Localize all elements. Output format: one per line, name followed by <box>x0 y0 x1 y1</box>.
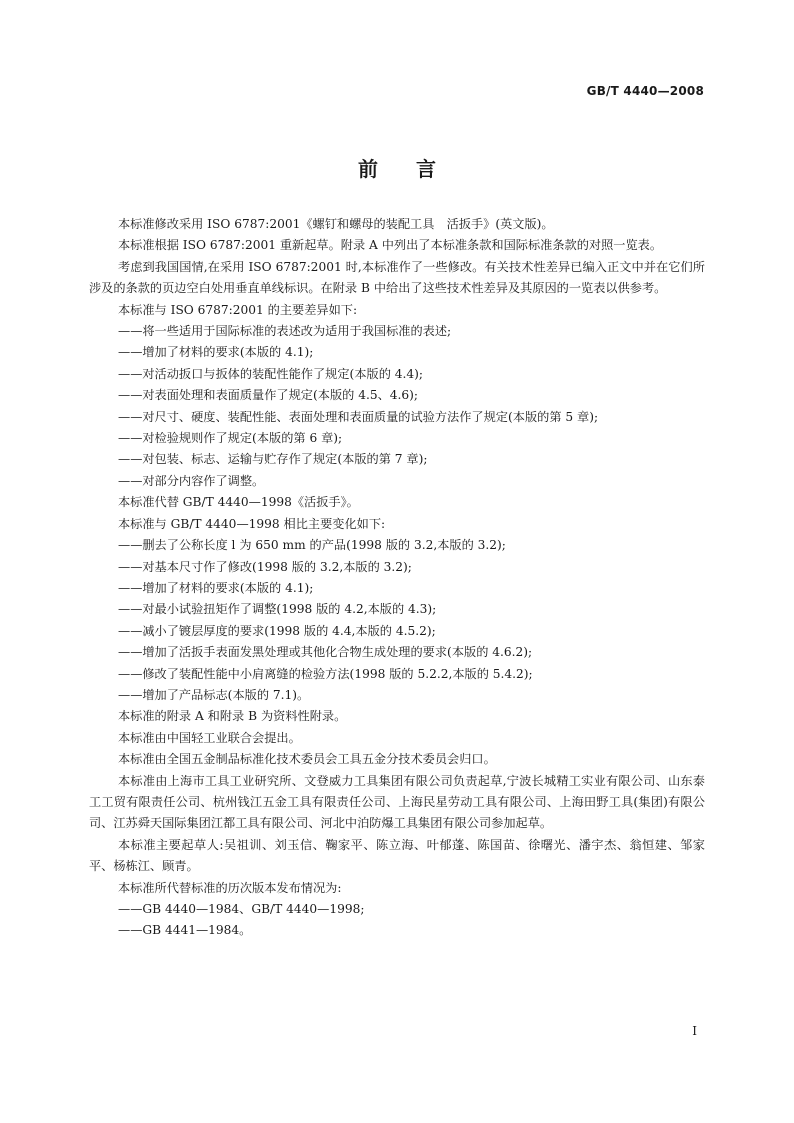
paragraph-national-conditions: 考虑到我国国情,在采用 ISO 6787:2001 时,本标准作了一些修改。有关技术性差异已编入正文中并在它们所涉及的条款的页边空白处用垂直单线标识。在附录 B 中给出了这些技术性差异及其原因的一览表以供参考。 <box>89 259 705 296</box>
paragraph-centralized-by: 本标准由全国五金制品标准化技术委员会工具五金分技术委员会归口。 <box>118 752 496 767</box>
list-item: ——减小了镀层厚度的要求(1998 版的 4.4,本版的 4.5.2); <box>118 623 436 638</box>
paragraph-history-intro: 本标准所代替标准的历次版本发布情况为: <box>118 880 342 895</box>
paragraph-redrafted: 本标准根据 ISO 6787:2001 重新起草。附录 A 中列出了本标准条款和国际标准条款的对照一览表。 <box>118 238 663 253</box>
page-title: 前言 <box>358 157 474 181</box>
page-number: I <box>692 1024 697 1038</box>
paragraph-iso-differences-intro: 本标准与 ISO 6787:2001 的主要差异如下: <box>118 302 358 317</box>
list-item: ——对基本尺寸作了修改(1998 版的 3.2,本版的 3.2); <box>118 559 412 574</box>
list-item: ——GB 4440—1984、GB/T 4440—1998; <box>118 902 365 916</box>
paragraph-proposed-by: 本标准由中国轻工业联合会提出。 <box>118 730 301 745</box>
paragraph-changes-intro: 本标准与 GB/T 4440—1998 相比主要变化如下: <box>118 516 386 531</box>
list-item: ——删去了公称长度 l 为 650 mm 的产品(1998 版的 3.2,本版的 3.2); <box>118 538 506 553</box>
standard-code: GB/T 4440—2008 <box>586 84 704 98</box>
list-item: ——GB 4441—1984。 <box>118 923 252 938</box>
paragraph-replaces: 本标准代替 GB/T 4440—1998《活扳手》。 <box>118 495 359 510</box>
list-item: ——对最小试验扭矩作了调整(1998 版的 4.2,本版的 4.3); <box>118 602 437 617</box>
list-item: ——将一些适用于国际标准的表述改为适用于我国标准的表述; <box>118 324 452 339</box>
list-item: ——对尺寸、硬度、装配性能、表面处理和表面质量的试验方法作了规定(本版的第 5 章); <box>118 409 599 424</box>
list-item: ——对表面处理和表面质量作了规定(本版的 4.5、4.6); <box>118 388 419 403</box>
list-item: ——对活动扳口与扳体的装配性能作了规定(本版的 4.4); <box>118 366 423 381</box>
paragraph-adoption: 本标准修改采用 ISO 6787:2001《螺钉和螺母的装配工具 活扳手》(英文版)。 <box>118 217 554 231</box>
list-item: ——修改了装配性能中小肩离缝的检验方法(1998 版的 5.2.2,本版的 5.4.2); <box>118 666 533 681</box>
body-text <box>89 214 705 942</box>
list-item: ——增加了活扳手表面发黑处理或其他化合物生成处理的要求(本版的 4.6.2); <box>118 645 533 660</box>
list-item: ——对包装、标志、运输与贮存作了规定(本版的第 7 章); <box>118 452 428 467</box>
list-item: ——增加了材料的要求(本版的 4.1); <box>118 345 314 360</box>
paragraph-appendix: 本标准的附录 A 和附录 B 为资料性附录。 <box>118 709 347 724</box>
paragraph-drafted-by: 本标准由上海市工具工业研究所、文登威力工具集团有限公司负责起草,宁波长城精工实业有限公司、山东泰工工贸有限责任公司、杭州钱江五金工具有限责任公司、上海民星劳动工具有限公司、上海田野工具(集团)有限公司、江苏舜天国际集团江都工具有限公司、河北中泊防爆工具集团有限公司参加起草。 <box>89 773 705 831</box>
paragraph-drafters: 本标准主要起草人:吴祖训、刘玉信、鞠家平、陈立海、叶郁蓬、陈国苗、徐曙光、潘宇杰、翁恒建、邹家平、杨栋江、顾青。 <box>89 837 705 874</box>
list-item: ——对部分内容作了调整。 <box>118 473 265 488</box>
list-item: ——对检验规则作了规定(本版的第 6 章); <box>118 431 343 446</box>
list-item: ——增加了产品标志(本版的 7.1)。 <box>118 687 310 702</box>
list-item: ——增加了材料的要求(本版的 4.1); <box>118 580 314 595</box>
